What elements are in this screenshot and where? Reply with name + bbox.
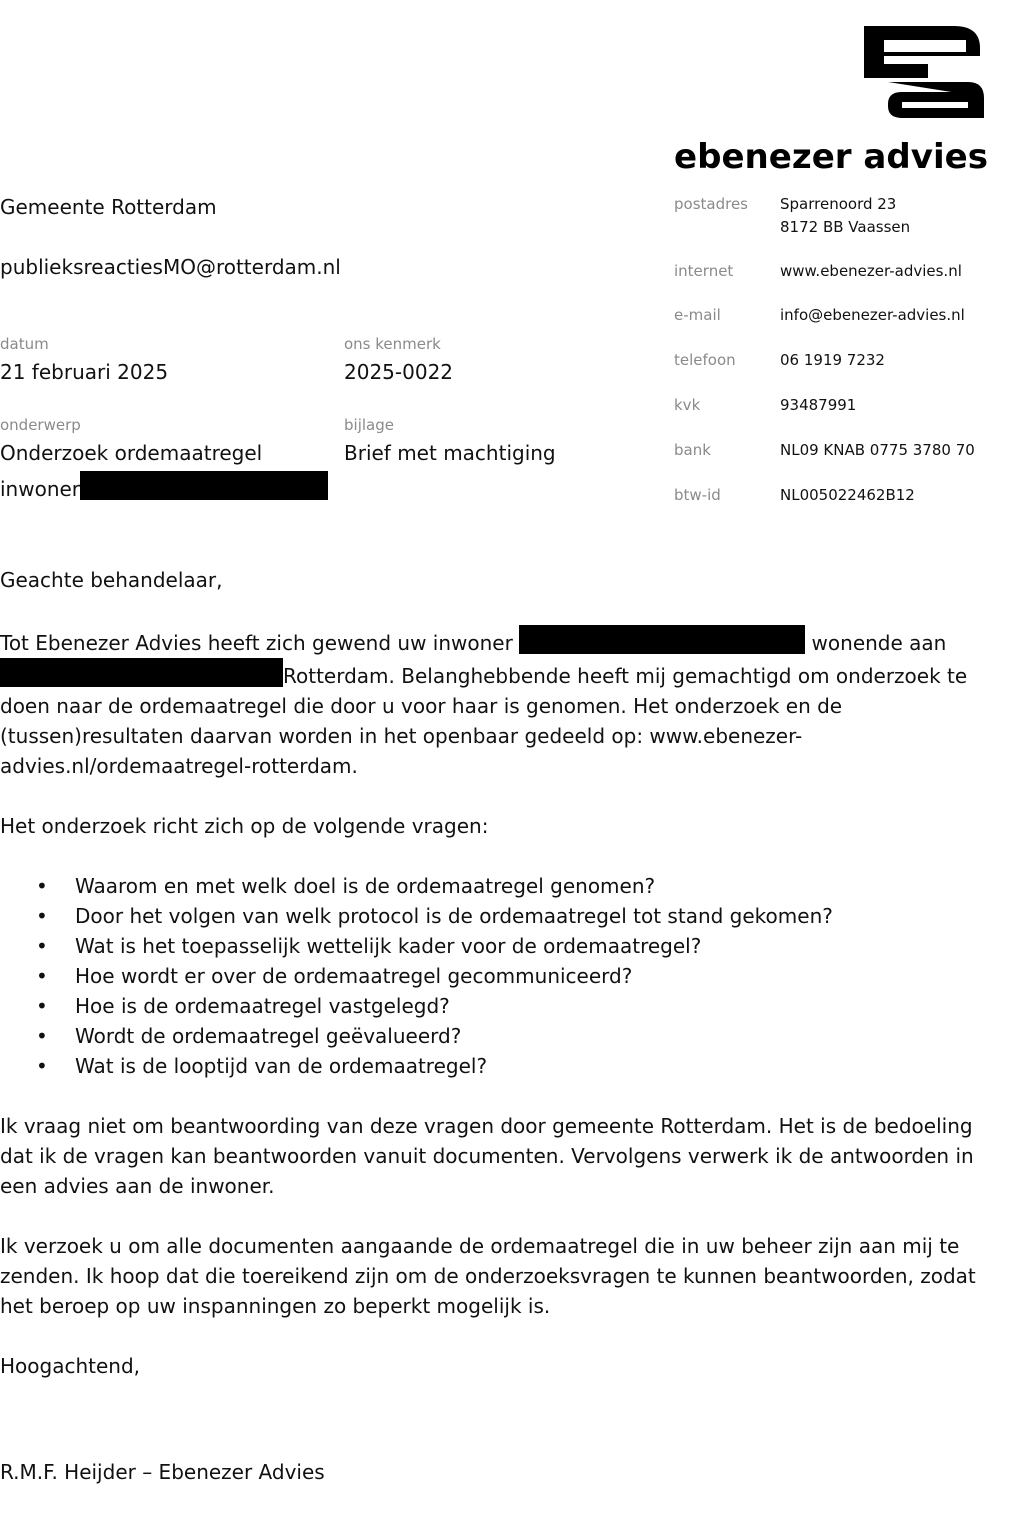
reference-label: ons kenmerk xyxy=(344,335,441,353)
bullet: • xyxy=(36,994,48,1018)
subject-label: onderwerp xyxy=(0,416,81,434)
phone-label: telefoon xyxy=(674,351,736,369)
list-item: • Wat is de looptijd van de ordemaatregel? xyxy=(0,1051,1000,1081)
redacted-address xyxy=(0,658,283,687)
bank-value: NL09 KNAB 0775 3780 70 xyxy=(780,441,975,459)
letter-body xyxy=(0,565,1000,1487)
closing: Hoogachtend, xyxy=(0,1354,141,1378)
phone-value: 06 1919 7232 xyxy=(780,351,885,369)
bullet: • xyxy=(36,1054,48,1078)
list-item: • Wat is het toepasselijk wettelijk kader voor de ordemaatregel? xyxy=(0,931,1000,961)
kvk-value: 93487991 xyxy=(780,396,857,414)
bank-label: bank xyxy=(674,441,711,459)
date-label: datum xyxy=(0,335,49,353)
date-value: 21 februari 2025 xyxy=(0,360,169,384)
btw-label: btw-id xyxy=(674,486,721,504)
company-wordmark xyxy=(674,140,990,174)
paragraph-1-rest: Rotterdam. Belanghebbende heeft mij gemachtigd om onderzoek te doen naar de ordemaatregel die door u voor haar is genomen. Het onderzoek en de (tussen)resultaten daarvan worden in het openbaar gedeeld op: www.ebenezer-advies.nl/ordemaatregel-rotterdam. xyxy=(0,664,968,778)
internet-value: www.ebenezer-advies.nl xyxy=(780,262,962,280)
list-item: • Waarom en met welk doel is de ordemaatregel genomen? xyxy=(0,871,1000,901)
salutation: Geachte behandelaar, xyxy=(0,568,223,592)
list-item: • Wordt de ordemaatregel geëvalueerd? xyxy=(0,1021,1000,1051)
recipient-name: Gemeente Rotterdam xyxy=(0,195,217,219)
attachment-label: bijlage xyxy=(344,416,394,434)
subject-line-1: Onderzoek ordemaatregel xyxy=(0,441,263,465)
email-value: info@ebenezer-advies.nl xyxy=(780,306,965,324)
bullet: • xyxy=(36,964,48,988)
kvk-label: kvk xyxy=(674,396,701,414)
paragraph-3: Ik vraag niet om beantwoording van deze vragen door gemeente Rotterdam. Het is de bedoeling dat ik de vragen kan beantwoorden vanuit documenten. Vervolgens verwerk ik de antwoorden in een advies aan de inwoner. xyxy=(0,1114,974,1198)
bullet: • xyxy=(36,904,48,928)
recipient-email: publieksreactiesMO@rotterdam.nl xyxy=(0,255,341,279)
paragraph-1-intro: Tot Ebenezer Advies heeft zich gewend uw inwoner xyxy=(0,631,520,655)
question-list xyxy=(0,871,1000,1081)
bullet: • xyxy=(36,1024,48,1048)
subject-inwoner: inwoner xyxy=(0,477,81,501)
signature: R.M.F. Heijder – Ebenezer Advies xyxy=(0,1460,325,1484)
btw-value: NL005022462B12 xyxy=(780,486,915,504)
postadres-label: postadres xyxy=(674,195,748,213)
email-label: e-mail xyxy=(674,306,721,324)
redacted-inwoner-name xyxy=(519,625,805,654)
list-item: • Door het volgen van welk protocol is de ordemaatregel tot stand gekomen? xyxy=(0,901,1000,931)
bullet: • xyxy=(36,874,48,898)
internet-label: internet xyxy=(674,262,734,280)
subject-line-2 xyxy=(0,471,328,501)
list-item: • Hoe is de ordemaatregel vastgelegd? xyxy=(0,991,1000,1021)
bullet: • xyxy=(36,934,48,958)
ea-monogram-icon xyxy=(858,18,988,120)
postadres-line-2: 8172 BB Vaassen xyxy=(780,218,911,236)
paragraph-1-wonende: wonende aan xyxy=(805,631,947,655)
company-logo xyxy=(858,18,988,120)
company-wordmark-text: ebenezer advies xyxy=(674,140,988,174)
reference-value: 2025-0022 xyxy=(344,360,454,384)
paragraph-4: Ik verzoek u om alle documenten aangaande de ordemaatregel die in uw beheer zijn aan mij te zenden. Ik hoop dat die toereikend zijn om de onderzoeksvragen te kunnen beantwoorden, zodat het beroep op uw inspanningen zo beperkt mogelijk is. xyxy=(0,1234,976,1318)
attachment-value: Brief met machtiging xyxy=(344,441,556,465)
paragraph-2: Het onderzoek richt zich op de volgende vragen: xyxy=(0,814,489,838)
redacted-name xyxy=(80,471,328,500)
list-item: • Hoe wordt er over de ordemaatregel gecommuniceerd? xyxy=(0,961,1000,991)
postadres-line-1: Sparrenoord 23 xyxy=(780,195,897,213)
paragraph-1 xyxy=(0,625,1000,781)
